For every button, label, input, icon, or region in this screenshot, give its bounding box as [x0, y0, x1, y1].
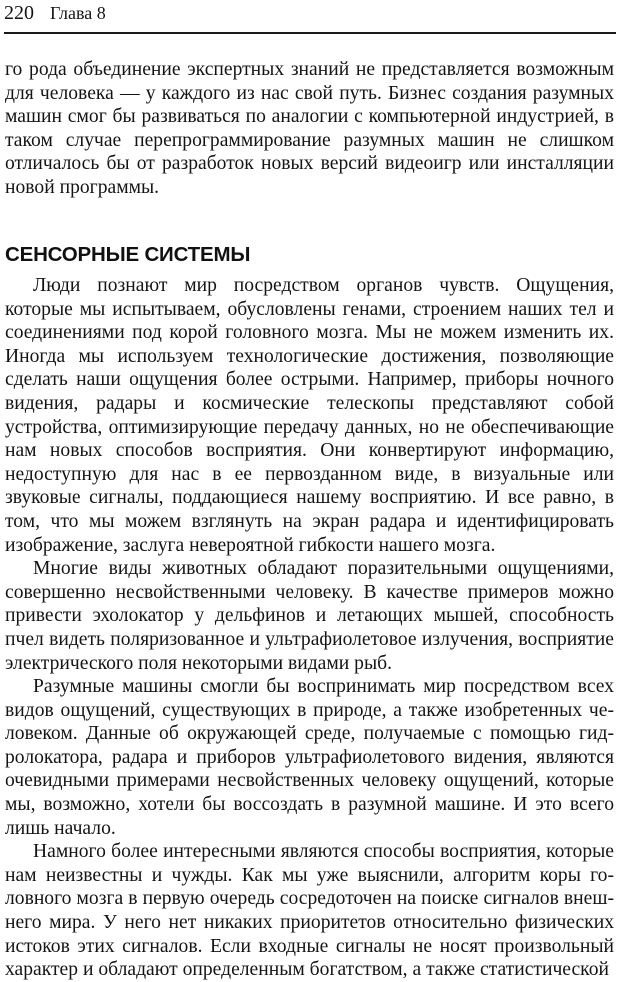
paragraph: го рода объединение экспертных знаний не представляется возможным для человека — у каждого из нас свой путь. Бизнес создания разумных машин смог бы развиваться по аналогии с компьютерной индустрией, в таком случае перепрограммирование разумных машин не слишком отличалось бы от разработок новых версий видеоигр или инсталляции новой программы.	[5, 59, 614, 198]
paragraph: Люди познают мир посредством органов чувств. Ощущения, которые мы испытываем, обусловлены генами, строением наших тел и соединениями под корой головного мозга. Мы не можем изменить их. Иногда мы используем технологические достижения, позволяющие сделать наши ощущения более острыми. Например, приборы ночного видения, радары и космические телескопы представляют собой устройства, оптимизирующие передачу данных, но не обеспечивающие нам новых способов восприятия. Они конвертируют информацию, недоступную для нас в ее первозданном виде, в визуальные или звуковые сигналы, поддающиеся нашему восприятию. И все равно, в том, что мы можем взглянуть на экран радара и идентифицировать изображение, заслуга невероятной гибкости нашего мозга.	[5, 275, 614, 556]
paragraph: Многие виды животных обладают поразительными ощущениями, совершенно несвойственными человеку. В качестве примеров можно привести эхолокатор у дельфинов и летающих мышей, способность пчел видеть поляризованное и ультрафиолетовое излучения, восприятие электрического поля некоторыми видами рыб.	[5, 558, 614, 674]
section-body	[5, 274, 614, 982]
paragraph: Намного более интересными являются способы восприятия, которые нам неизвестны и чужды. Как мы уже выяснили, алгоритм коры головного мозга в первую очередь сосредоточен на поиске сигналов внешнего мира. У него нет никаких приоритетов относительно физических истоков этих сигналов. Если входные сигналы не носят произвольный характер и обладают определенным богатством, а также статистической	[5, 841, 614, 981]
header-rule	[4, 32, 616, 34]
chapter-running-head: Глава 8	[50, 3, 106, 23]
intro-text	[5, 58, 614, 200]
page-number: 220	[4, 2, 34, 24]
page-header	[4, 2, 614, 32]
section-heading: СЕНСОРНЫЕ СИСТЕМЫ	[5, 243, 251, 266]
paragraph: Разумные машины смогли бы воспринимать мир посредством всех видов ощущений, существующих в природе, а также изобретенных человеком. Данные об окружающей среде, получаемые с помощью гидролокатора, радара и приборов ультрафиолетового видения, являются очевидными примерами несвойственных человеку ощущений, которые мы, возможно, хотели бы воссоздать в разумной машине. И это всего лишь начало.	[5, 676, 614, 839]
